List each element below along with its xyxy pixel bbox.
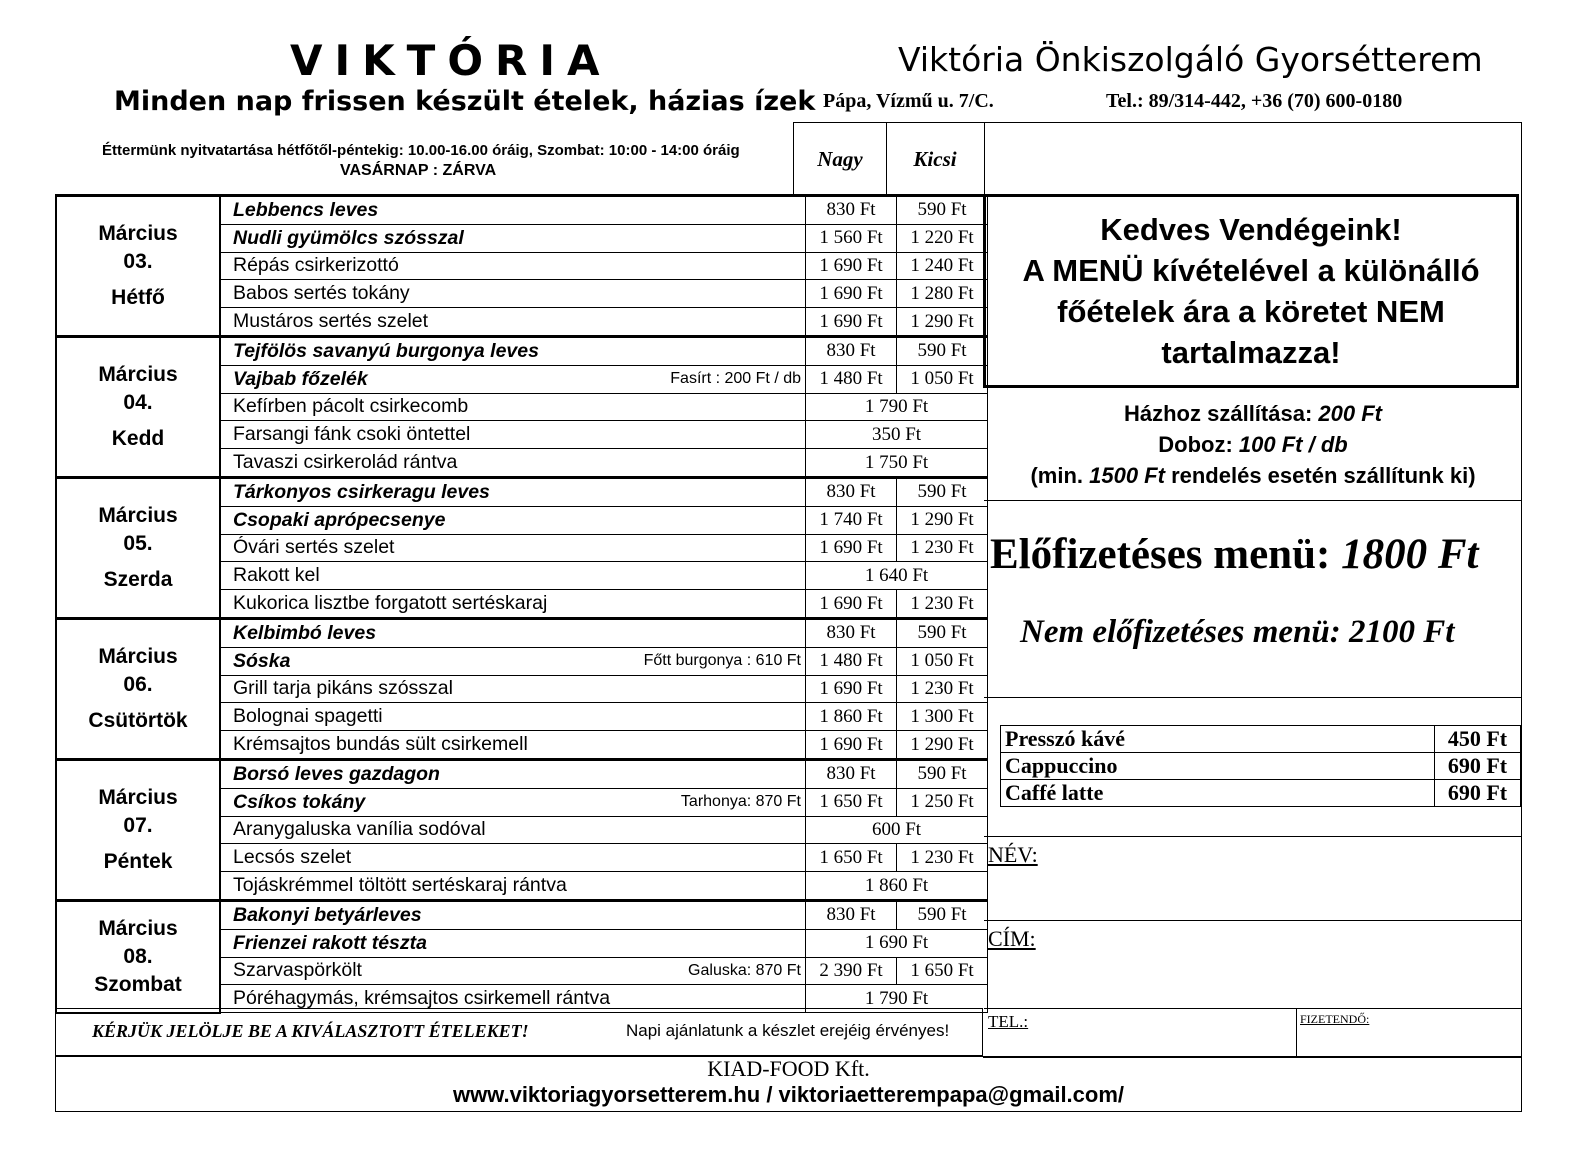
price-big: 1 650 Ft bbox=[806, 788, 897, 816]
coffee-price: 450 Ft bbox=[1435, 726, 1521, 753]
day-label bbox=[56, 759, 220, 900]
day-label bbox=[56, 336, 220, 477]
dish-name: Csopaki aprópecsenye bbox=[220, 506, 806, 534]
day-month: Március bbox=[98, 221, 178, 245]
price-small: 1 290 Ft bbox=[897, 308, 988, 337]
phone: Tel.: 89/314-442, +36 (70) 600-0180 bbox=[1106, 90, 1403, 112]
table-row[interactable] bbox=[56, 336, 988, 365]
day-month: Március bbox=[98, 916, 178, 940]
restaurant-name: Viktória Önkiszolgáló Gyorsétterem bbox=[898, 40, 1483, 79]
price-single: 1 790 Ft bbox=[806, 985, 988, 1013]
dish-name: Farsangi fánk csoki öntettel bbox=[220, 421, 806, 449]
price-big: 1 690 Ft bbox=[806, 675, 897, 703]
address-field[interactable] bbox=[1040, 926, 1518, 1006]
price-big: 1 480 Ft bbox=[806, 647, 897, 675]
brand-title: VIKTÓRIA bbox=[290, 36, 612, 85]
dish-name: Lebbencs leves bbox=[220, 196, 806, 225]
price-big: 1 690 Ft bbox=[806, 590, 897, 619]
day-label bbox=[56, 196, 220, 337]
day-label bbox=[56, 900, 220, 1012]
price-small: 590 Ft bbox=[897, 336, 988, 365]
notice-line: Kedves Vendégeink! bbox=[1100, 212, 1402, 247]
day-date: 04. bbox=[123, 390, 153, 414]
coffee-row[interactable] bbox=[1001, 780, 1521, 807]
price-single: 1 790 Ft bbox=[806, 393, 988, 421]
dish-name: Rakott kel bbox=[220, 562, 806, 590]
price-single: 1 860 Ft bbox=[806, 872, 988, 901]
day-weekday: Szombat bbox=[94, 972, 182, 996]
non-subscription-menu-price: Nem előfizetéses menü: 2100 Ft bbox=[1020, 614, 1455, 650]
price-big: 830 Ft bbox=[806, 759, 897, 788]
day-month: Március bbox=[98, 785, 178, 809]
price-big: 830 Ft bbox=[806, 900, 897, 929]
day-weekday: Szerda bbox=[103, 567, 173, 591]
dish-name: Bakonyi betyárleves bbox=[220, 900, 806, 929]
day-date: 08. bbox=[123, 944, 153, 968]
price-small: 590 Ft bbox=[897, 759, 988, 788]
column-small: Kicsi bbox=[913, 147, 957, 171]
table-row[interactable] bbox=[56, 759, 988, 788]
web-email[interactable]: www.viktoriagyorsetterem.hu / viktoriaetterempapa@gmail.com/ bbox=[452, 1082, 1125, 1107]
dish-name: Répás csirkerizottó bbox=[220, 252, 806, 280]
price-small: 590 Ft bbox=[897, 900, 988, 929]
day-date: 06. bbox=[123, 672, 153, 696]
dish-name: Kelbimbó leves bbox=[220, 618, 806, 647]
price-small: 590 Ft bbox=[897, 477, 988, 506]
day-date: 03. bbox=[123, 249, 153, 273]
delivery-info bbox=[985, 398, 1521, 491]
price-big: 1 690 Ft bbox=[806, 534, 897, 562]
table-row[interactable] bbox=[56, 196, 988, 225]
coffee-name: Presszó kávé bbox=[1001, 726, 1435, 753]
dish-name: Mustáros sertés szelet bbox=[220, 308, 806, 337]
price-small: 1 250 Ft bbox=[897, 788, 988, 816]
price-big: 1 690 Ft bbox=[806, 280, 897, 308]
slogan: Minden nap frissen készült ételek, házias ízek bbox=[114, 86, 816, 117]
coffee-name: Caffé latte bbox=[1001, 780, 1435, 807]
price-big: 830 Ft bbox=[806, 477, 897, 506]
coffee-name: Cappuccino bbox=[1001, 753, 1435, 780]
coffee-row[interactable] bbox=[1001, 726, 1521, 753]
day-weekday: Csütörtök bbox=[88, 708, 188, 732]
day-month: Március bbox=[98, 644, 178, 668]
coffee-row[interactable] bbox=[1001, 753, 1521, 780]
dish-name: Kefírben pácolt csirkecomb bbox=[220, 393, 806, 421]
price-big: 1 860 Ft bbox=[806, 703, 897, 731]
price-small: 590 Ft bbox=[897, 196, 988, 225]
price-small: 1 220 Ft bbox=[897, 224, 988, 252]
price-big: 830 Ft bbox=[806, 196, 897, 225]
price-big: 1 740 Ft bbox=[806, 506, 897, 534]
day-label bbox=[56, 477, 220, 618]
price-small: 1 050 Ft bbox=[897, 647, 988, 675]
subscription-menu-price: Előfizetéses menü: 1800 Ft bbox=[990, 531, 1479, 578]
notice-line: főételek ára a köretet NEM bbox=[1057, 294, 1445, 329]
delivery-fee: 200 Ft bbox=[1318, 401, 1382, 426]
tel-field-label: TEL.: bbox=[988, 1012, 1029, 1031]
sunday-closed: VASÁRNAP : ZÁRVA bbox=[340, 162, 497, 179]
dish-name: Krémsajtos bundás sült csirkemell bbox=[220, 731, 806, 760]
dish-name: Óvári sertés szelet bbox=[220, 534, 806, 562]
footer-note bbox=[55, 1008, 983, 1056]
box-fee: 100 Ft / db bbox=[1238, 432, 1348, 457]
price-small: 1 290 Ft bbox=[897, 506, 988, 534]
opening-hours: Éttermünk nyitvatartása hétfőtől-péntekig: 10.00-16.00 óráig, Szombat: 10:00 - 14:00 óráig bbox=[102, 142, 740, 159]
dish-name: Frienzei rakott tészta bbox=[220, 929, 806, 957]
price-big: 1 690 Ft bbox=[806, 731, 897, 760]
daily-menu-table bbox=[55, 194, 988, 1014]
notice-line: A MENÜ kívételével a különálló bbox=[1022, 253, 1480, 288]
payable-field-label: FIZETENDŐ: bbox=[1300, 1012, 1370, 1026]
price-small: 1 240 Ft bbox=[897, 252, 988, 280]
day-label bbox=[56, 618, 220, 759]
delivery-fee-label: Házhoz szállítása: bbox=[1124, 401, 1319, 426]
price-big: 1 650 Ft bbox=[806, 844, 897, 872]
day-date: 07. bbox=[123, 813, 153, 837]
price-small: 1 290 Ft bbox=[897, 731, 988, 760]
coffee-table bbox=[1000, 725, 1521, 807]
price-big: 1 690 Ft bbox=[806, 252, 897, 280]
day-month: Március bbox=[98, 503, 178, 527]
table-row[interactable] bbox=[56, 618, 988, 647]
notice-line: tartalmazza! bbox=[1161, 335, 1341, 370]
price-small: 1 230 Ft bbox=[897, 590, 988, 619]
dish-name: Borsó leves gazdagon bbox=[220, 759, 806, 788]
dish-name: Szarvaspörkölt Galuska: 870 Ft bbox=[220, 957, 806, 985]
side-dish-price: Galuska: 870 Ft bbox=[688, 961, 801, 979]
name-field-label: NÉV: bbox=[988, 842, 1038, 867]
day-weekday: Kedd bbox=[111, 426, 165, 450]
price-small: 1 230 Ft bbox=[897, 844, 988, 872]
notice-box bbox=[983, 194, 1519, 388]
box-fee-label: Doboz: bbox=[1158, 432, 1239, 457]
price-big: 2 390 Ft bbox=[806, 957, 897, 985]
min-order-value: 1500 Ft bbox=[1089, 463, 1165, 488]
price-small: 1 050 Ft bbox=[897, 365, 988, 393]
dish-name: Sóska Főtt burgonya : 610 Ft bbox=[220, 647, 806, 675]
dish-name: Tejfölös savanyú burgonya leves bbox=[220, 336, 806, 365]
price-single: 350 Ft bbox=[806, 421, 988, 449]
price-big: 830 Ft bbox=[806, 336, 897, 365]
validity-note: Napi ajánlatunk a készlet erejéig érvényes! bbox=[626, 1021, 950, 1040]
dish-name: Csíkos tokány Tarhonya: 870 Ft bbox=[220, 788, 806, 816]
coffee-price: 690 Ft bbox=[1435, 780, 1521, 807]
address: Pápa, Vízmű u. 7/C. bbox=[823, 90, 994, 112]
dish-name: Tojáskrémmel töltött sertéskaraj rántva bbox=[220, 872, 806, 901]
price-small: 1 230 Ft bbox=[897, 534, 988, 562]
price-single: 1 690 Ft bbox=[806, 929, 988, 957]
dish-name: Lecsós szelet bbox=[220, 844, 806, 872]
price-single: 1 640 Ft bbox=[806, 562, 988, 590]
dish-name: Tavaszi csirkerolád rántva bbox=[220, 449, 806, 478]
company-name: KIAD-FOOD Kft. bbox=[707, 1056, 870, 1081]
price-small: 1 650 Ft bbox=[897, 957, 988, 985]
price-small: 590 Ft bbox=[897, 618, 988, 647]
dish-name: Tárkonyos csirkeragu leves bbox=[220, 477, 806, 506]
side-dish-price: Tarhonya: 870 Ft bbox=[680, 792, 801, 810]
dish-name: Vajbab főzelék Fasírt : 200 Ft / db bbox=[220, 365, 806, 393]
price-big: 1 690 Ft bbox=[806, 308, 897, 337]
tel-field[interactable] bbox=[1040, 1030, 1290, 1054]
dish-name: Kukorica lisztbe forgatott sertéskaraj bbox=[220, 590, 806, 619]
price-big: 1 560 Ft bbox=[806, 224, 897, 252]
price-big: 1 480 Ft bbox=[806, 365, 897, 393]
min-order-text: rendelés esetén szállítunk ki) bbox=[1164, 463, 1476, 488]
address-field-label: CÍM: bbox=[988, 926, 1036, 951]
price-big: 830 Ft bbox=[806, 618, 897, 647]
price-small: 1 280 Ft bbox=[897, 280, 988, 308]
price-small: 1 230 Ft bbox=[897, 675, 988, 703]
price-single: 1 750 Ft bbox=[806, 449, 988, 478]
day-date: 05. bbox=[123, 531, 153, 555]
side-dish-price: Fasírt : 200 Ft / db bbox=[670, 369, 801, 387]
dish-name: Babos sertés tokány bbox=[220, 280, 806, 308]
price-small: 1 300 Ft bbox=[897, 703, 988, 731]
dish-name: Aranygaluska vanília sodóval bbox=[220, 816, 806, 844]
day-weekday: Péntek bbox=[103, 849, 173, 873]
dish-name: Bolognai spagetti bbox=[220, 703, 806, 731]
dish-name: Póréhagymás, krémsajtos csirkemell rántva bbox=[220, 985, 806, 1013]
price-column-header bbox=[793, 122, 985, 195]
table-row[interactable] bbox=[56, 900, 988, 929]
day-month: Március bbox=[98, 362, 178, 386]
price-single: 600 Ft bbox=[806, 816, 988, 844]
day-weekday: Hétfő bbox=[111, 285, 165, 309]
payable-field[interactable] bbox=[1300, 1030, 1518, 1054]
dish-name: Grill tarja pikáns szósszal bbox=[220, 675, 806, 703]
footer-contact bbox=[55, 1056, 1522, 1112]
column-big: Nagy bbox=[817, 147, 863, 171]
coffee-price: 690 Ft bbox=[1435, 753, 1521, 780]
name-field[interactable] bbox=[1040, 842, 1518, 918]
mark-request: KÉRJÜK JELÖLJE BE A KIVÁLASZTOTT ÉTELEKET! bbox=[92, 1021, 529, 1041]
table-row[interactable] bbox=[56, 477, 988, 506]
dish-name: Nudli gyümölcs szósszal bbox=[220, 224, 806, 252]
side-dish-price: Főtt burgonya : 610 Ft bbox=[643, 651, 801, 669]
min-order-text: (min. bbox=[1030, 463, 1090, 488]
